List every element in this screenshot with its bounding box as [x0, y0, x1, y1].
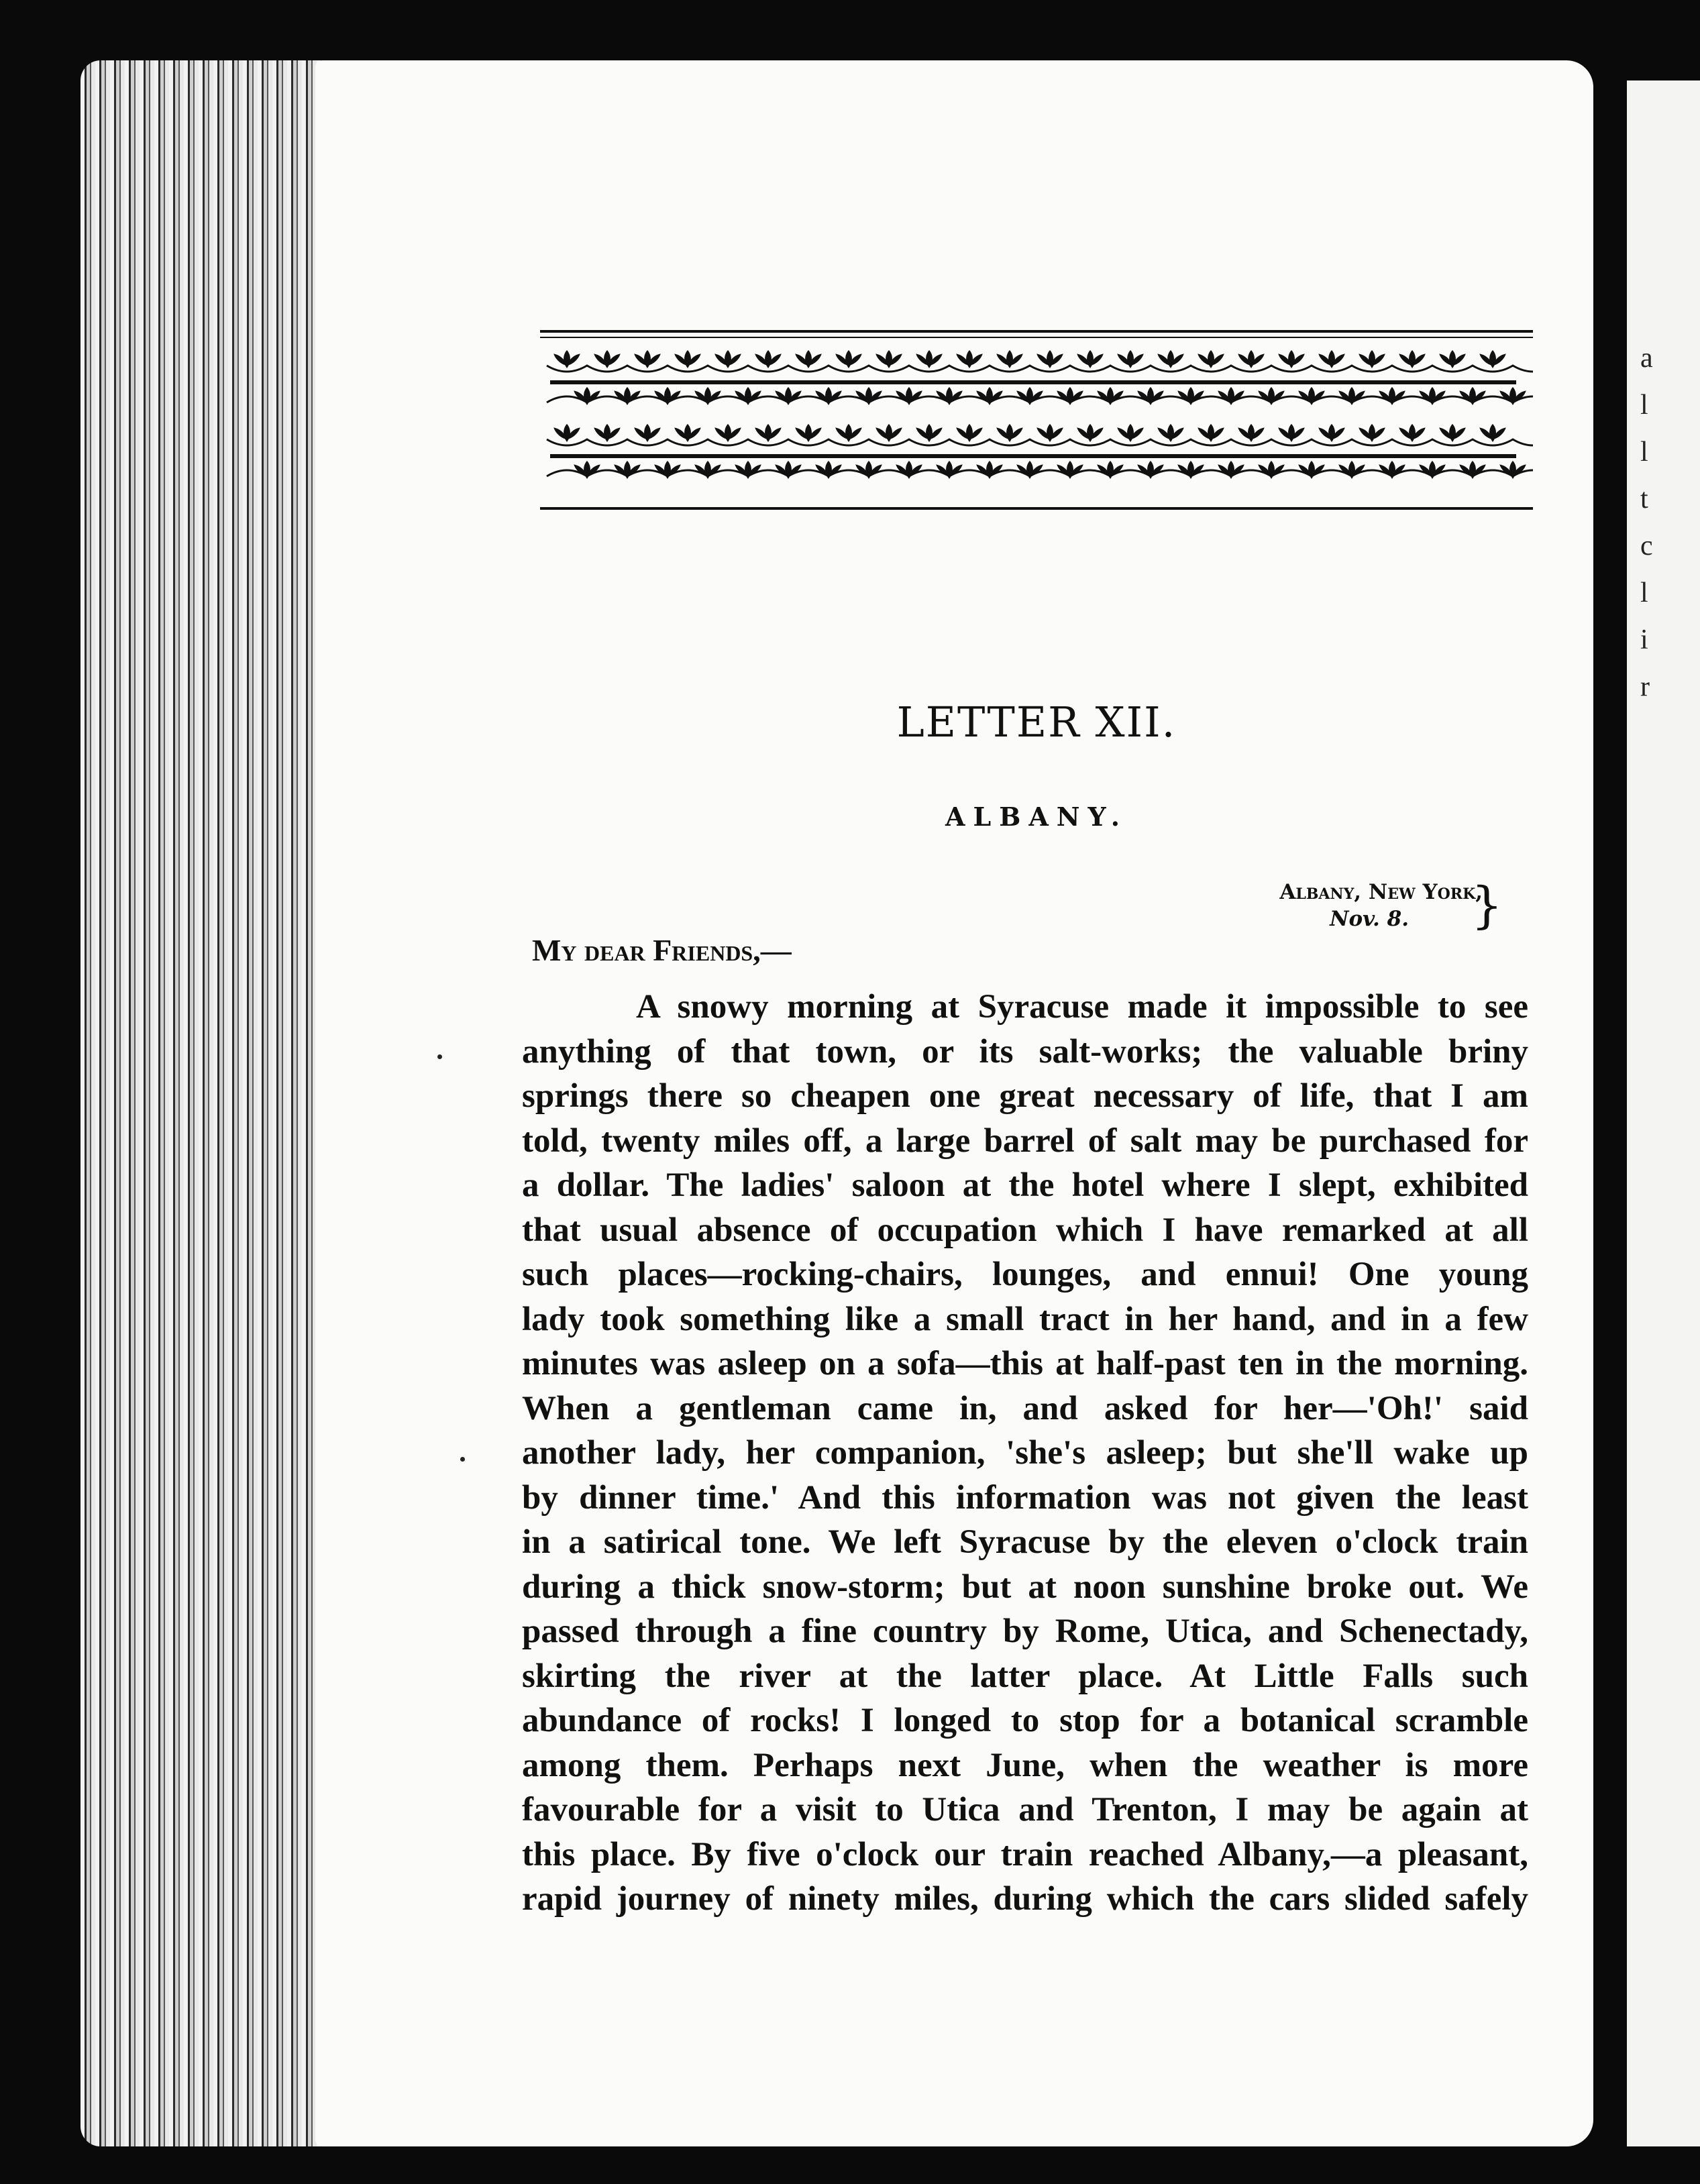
body-line: by dinner time.' And this information was not given the least [522, 1478, 1528, 1517]
ivy-leaf [1479, 424, 1506, 442]
page-edges [81, 60, 335, 2146]
ivy-leaf [1077, 350, 1104, 368]
ivy-leaf [735, 461, 761, 479]
letter-title: LETTER XII. [896, 698, 1177, 747]
ivy-leaf [694, 387, 721, 405]
paper-speck [437, 1054, 442, 1059]
ivy-leaf [815, 387, 842, 405]
ivy-leaf [996, 350, 1023, 368]
ivy-leaf [553, 350, 580, 368]
ivy-leaf [1258, 461, 1285, 479]
body-line: in a satirical tone. We left Syracuse by the eleven o'clock train [522, 1523, 1528, 1561]
ivy-leaf [1016, 387, 1043, 405]
ivy-leaf [1077, 424, 1104, 442]
ivy-leaf [674, 350, 701, 368]
body-line: skirting the river at the latter place. At Little Falls such [522, 1657, 1528, 1695]
ivy-leaf [714, 424, 741, 442]
ivy-rule [550, 454, 1516, 458]
body-line: A snowy morning at Syracuse made it impossible to see [636, 988, 1528, 1026]
ivy-leaf [1218, 461, 1244, 479]
body-line: favourable for a visit to Utica and Trenton, I may be again at [522, 1791, 1528, 1828]
ivy-leaf [1278, 350, 1305, 368]
ivy-vine [547, 439, 1533, 445]
ivy-leaf [654, 461, 681, 479]
facing-page-letter: r [1640, 671, 1650, 702]
ivy-leaf [996, 424, 1023, 442]
dateline [1140, 879, 1503, 932]
ivy-leaf [1198, 350, 1224, 368]
ivy-leaf [1359, 424, 1385, 442]
ivy-leaf [1137, 461, 1164, 479]
ivy-leaf [1318, 424, 1345, 442]
ivy-leaf [835, 424, 862, 442]
ivy-leaf [775, 387, 802, 405]
ivy-leaf [634, 424, 661, 442]
ivy-leaf [1338, 387, 1365, 405]
ivy-leaf [1359, 350, 1385, 368]
facing-page-edge [1627, 80, 1700, 2146]
ivy-leaf [956, 350, 983, 368]
salutation: My dear Friends,— [532, 933, 792, 967]
ivy-leaf [1117, 350, 1144, 368]
dateline-place: Albany, New York, [1279, 880, 1483, 904]
facing-page-letter: l [1640, 578, 1648, 608]
facing-page-letter: t [1640, 484, 1648, 514]
ivy-leaf [916, 424, 943, 442]
body-line: springs there so cheapen one great necessary of life, that I am [522, 1077, 1528, 1115]
facing-page-letter: i [1640, 624, 1648, 655]
ivy-leaf [1459, 387, 1486, 405]
ivy-leaf [553, 424, 580, 442]
ivy-leaf [1037, 350, 1063, 368]
ivy-leaf [795, 350, 822, 368]
ivy-leaf [1238, 350, 1265, 368]
dateline-date: Nov. 8. [1330, 907, 1409, 931]
ivy-leaf [1399, 424, 1426, 442]
body-line: told, twenty miles off, a large barrel of salt may be purchased for [522, 1122, 1528, 1160]
ivy-leaf [1177, 461, 1204, 479]
ivy-leaf [735, 387, 761, 405]
ivy-leaf [956, 424, 983, 442]
ivy-leaf [775, 461, 802, 479]
ivy-leaf [1037, 424, 1063, 442]
dateline-brace: } [1471, 877, 1503, 934]
ivy-leaf [714, 350, 741, 368]
ivy-leaf [1258, 387, 1285, 405]
ivy-leaf [1379, 461, 1405, 479]
body-line: another lady, her companion, 'she's asleep; but she'll wake up [522, 1434, 1528, 1472]
facing-page-letter: l [1640, 437, 1648, 468]
body-line: minutes was asleep on a sofa—this at half-past ten in the morning. [522, 1345, 1528, 1382]
ivy-leaf [1177, 387, 1204, 405]
body-line: such places—rocking-chairs, lounges, and ennui! One young [522, 1256, 1528, 1293]
ivy-leaf [654, 387, 681, 405]
ivy-leaf [1238, 424, 1265, 442]
ivy-leaf [1057, 387, 1083, 405]
ivy-leaf [855, 461, 882, 479]
ivy-rule [550, 380, 1516, 384]
ivy-leaf [936, 387, 963, 405]
ivy-leaf [694, 461, 721, 479]
facing-page-letter: a [1640, 343, 1653, 374]
ivy-leaf [1499, 461, 1526, 479]
ivy-leaf [835, 350, 862, 368]
body-line: rapid journey of ninety miles, during which the cars slided safely [522, 1880, 1528, 1918]
ivy-leaf [1278, 424, 1305, 442]
ivy-leaf [896, 387, 922, 405]
letter-place-heading: ALBANY. [945, 802, 1128, 832]
letter-body [522, 985, 1528, 1922]
ivy-leaf [1016, 461, 1043, 479]
ivy-leaf [574, 387, 600, 405]
ivy-leaf [1117, 424, 1144, 442]
ivy-leaf [634, 350, 661, 368]
body-line: this place. By five o'clock our train reached Albany,—a pleasant, [522, 1835, 1528, 1873]
ivy-leaf [674, 424, 701, 442]
ivy-leaf [1419, 387, 1446, 405]
ivy-leaf [1198, 424, 1224, 442]
ivy-leaf [1479, 350, 1506, 368]
ivy-leaf [1399, 350, 1426, 368]
ivy-leaf [574, 461, 600, 479]
facing-page-letter: l [1640, 390, 1648, 421]
facing-page-letter: c [1640, 531, 1653, 561]
ivy-leaf [1057, 461, 1083, 479]
body-line: a dollar. The ladies' saloon at the hotel where I slept, exhibited [522, 1166, 1528, 1204]
ivy-leaf [1338, 461, 1365, 479]
body-line: during a thick snow-storm; but at noon sunshine broke out. We [522, 1568, 1528, 1606]
ivy-leaf [815, 461, 842, 479]
ivy-leaf [875, 350, 902, 368]
ivy-leaf [755, 424, 782, 442]
body-line: abundance of rocks! I longed to stop for a botanical scramble [522, 1702, 1528, 1739]
ivy-leaf [976, 387, 1003, 405]
ivy-leaf [1459, 461, 1486, 479]
body-line: When a gentleman came in, and asked for her—'Oh!' said [522, 1389, 1528, 1427]
ivy-leaf [936, 461, 963, 479]
ivy-ornament-band [540, 329, 1533, 516]
ivy-leaf [1439, 424, 1466, 442]
ivy-leaf [594, 350, 621, 368]
ivy-leaf [1298, 387, 1325, 405]
ivy-leaf [1218, 387, 1244, 405]
paper-speck [460, 1457, 465, 1462]
ivy-leaf [1318, 350, 1345, 368]
ivy-leaf [1157, 424, 1184, 442]
ivy-leaf [614, 387, 641, 405]
body-line: lady took something like a small tract in her hand, and in a few [522, 1300, 1528, 1338]
ivy-leaf [1097, 461, 1124, 479]
ivy-leaf [916, 350, 943, 368]
ivy-leaf [1157, 350, 1184, 368]
ivy-leaf [1499, 387, 1526, 405]
body-line: anything of that town, or its salt-works; the valuable briny [522, 1032, 1528, 1071]
body-line: passed through a fine country by Rome, Utica, and Schenectady, [522, 1613, 1528, 1650]
ivy-leaf [1137, 387, 1164, 405]
ivy-leaf [855, 387, 882, 405]
ivy-leaf [1379, 387, 1405, 405]
body-line: among them. Perhaps next June, when the weather is more [522, 1746, 1528, 1784]
ivy-leaf [795, 424, 822, 442]
ivy-vine [547, 366, 1533, 372]
body-line: that usual absence of occupation which I have remarked at all [522, 1211, 1528, 1249]
ivy-leaf [755, 350, 782, 368]
ivy-leaf [976, 461, 1003, 479]
ivy-leaf [594, 424, 621, 442]
ivy-leaf [1439, 350, 1466, 368]
ivy-leaf [1298, 461, 1325, 479]
ivy-leaf [1419, 461, 1446, 479]
ivy-leaf [875, 424, 902, 442]
ivy-leaf [896, 461, 922, 479]
ivy-leaf [1097, 387, 1124, 405]
ivy-leaf [614, 461, 641, 479]
